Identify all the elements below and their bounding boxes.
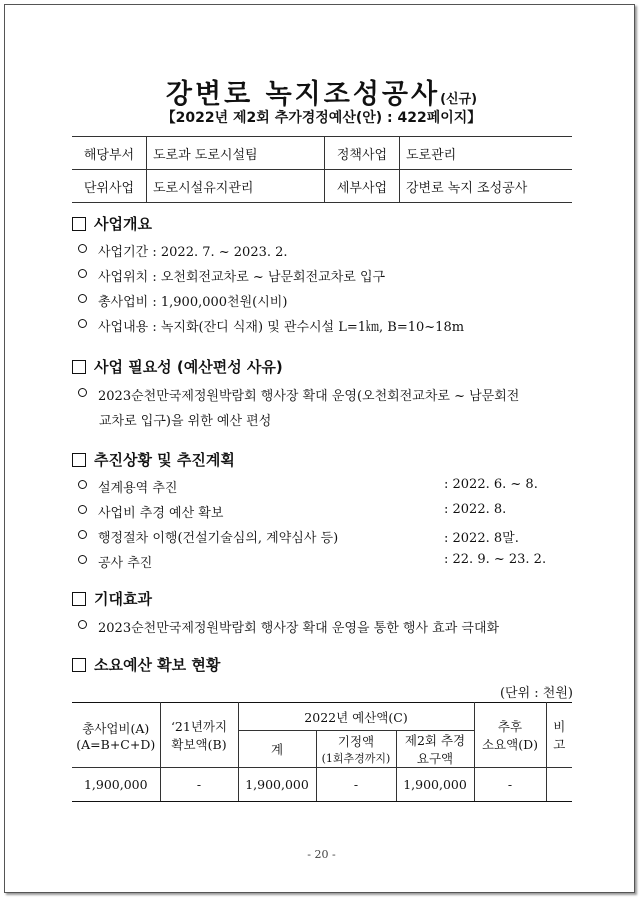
header-future	[474, 703, 546, 768]
overview-item	[78, 241, 288, 260]
overview-item-text: 총사업비 : 1,900,000천원(시비)	[98, 295, 288, 310]
dept-value: 도로과 도로시설팀	[147, 137, 325, 170]
header-request-line2: 요구액	[416, 751, 454, 766]
cell-prior: -	[160, 768, 238, 802]
effect-item	[78, 617, 499, 636]
header-existing-line2: (1회추경까지)	[321, 752, 391, 765]
checkbox-square-icon	[72, 658, 86, 672]
info-table	[72, 136, 572, 203]
header-total-line2: (A=B+C+D)	[76, 736, 156, 752]
detail-label: 세부사업	[325, 170, 400, 203]
page-subtitle: 【2022년 제2회 추가경정예산(안) : 422페이지】	[161, 110, 482, 126]
checkbox-square-icon	[72, 453, 86, 467]
section-heading-text: 사업개요	[94, 215, 152, 233]
section-necessity-heading	[72, 356, 283, 377]
cell-future: -	[474, 768, 546, 802]
overview-item	[78, 266, 385, 285]
bullet-circle-icon	[78, 530, 87, 539]
cell-remark	[546, 768, 572, 802]
overview-item-text: 사업기간 : 2022. 7. ~ 2023. 2.	[98, 245, 288, 260]
title-text: 강변로 녹지조성공사	[165, 79, 441, 110]
header-future-line1: 추후	[497, 719, 523, 734]
section-heading-text: 사업 필요성 (예산편성 사유)	[94, 358, 283, 376]
header-request-line1: 제2회 추경	[404, 733, 466, 748]
page-title	[0, 72, 643, 111]
policy-label: 정책사업	[325, 137, 400, 170]
bullet-circle-icon	[78, 244, 87, 253]
info-row	[72, 170, 572, 203]
unit-value: 도로시설유지관리	[147, 170, 325, 203]
bullet-circle-icon	[78, 294, 87, 303]
header-remark	[546, 703, 572, 768]
header-2022: 2022년 예산액(C)	[238, 703, 474, 731]
header-existing	[316, 731, 396, 768]
necessity-line-2: 교차로 입구)을 위한 예산 편성	[99, 414, 272, 429]
section-overview-heading	[72, 213, 152, 234]
bullet-circle-icon	[78, 480, 87, 489]
header-prior-line2: 확보액(B)	[171, 737, 227, 752]
section-heading-text: 소요예산 확보 현황	[94, 656, 221, 674]
bullet-circle-icon	[78, 620, 87, 629]
progress-item-text: 사업비 추경 예산 확보	[98, 506, 224, 521]
budget-unit: (단위 : 천원)	[499, 686, 573, 701]
necessity-item	[78, 385, 519, 404]
progress-item-date: : 2022. 8.	[444, 502, 507, 517]
detail-value: 강변로 녹지 조성공사	[400, 170, 573, 203]
dept-label: 해당부서	[72, 137, 147, 170]
header-total-line1: 총사업비(A)	[82, 720, 150, 736]
header-total	[72, 703, 160, 768]
bullet-circle-icon	[78, 269, 87, 278]
progress-item-text: 공사 추진	[98, 556, 153, 571]
progress-item-text: 행정절차 이행(건설기술심의, 계약심사 등)	[98, 531, 339, 546]
header-prior	[160, 703, 238, 768]
page-number: - 20 -	[307, 848, 336, 861]
bullet-circle-icon	[78, 319, 87, 328]
effect-item-text: 2023순천만국제정원박람회 행사장 확대 운영을 통한 행사 효과 극대화	[98, 621, 500, 636]
header-remark-line2: 고	[553, 737, 566, 752]
section-heading-text: 추진상황 및 추진계획	[94, 451, 235, 469]
checkbox-square-icon	[72, 592, 86, 606]
title-suffix: (신규)	[440, 92, 478, 107]
cell-request: 1,900,000	[396, 768, 474, 802]
cell-sum: 1,900,000	[238, 768, 316, 802]
header-remark-line1: 비	[553, 719, 566, 734]
overview-item	[78, 291, 287, 310]
overview-item	[78, 316, 464, 335]
header-sum: 계	[238, 731, 316, 768]
header-prior-line1: ‘21년까지	[170, 719, 228, 734]
section-budget-heading	[72, 654, 220, 675]
progress-item-text: 설계용역 추진	[98, 481, 178, 496]
bullet-circle-icon	[78, 505, 87, 514]
budget-data-row	[72, 768, 572, 802]
progress-item-date: : 2022. 6. ~ 8.	[444, 477, 538, 492]
progress-item-date: : 22. 9. ~ 23. 2.	[444, 552, 547, 567]
bullet-circle-icon	[78, 388, 87, 397]
bullet-circle-icon	[78, 555, 87, 564]
budget-header-row	[72, 703, 572, 731]
checkbox-square-icon	[72, 217, 86, 231]
header-future-line2: 소요액(D)	[481, 737, 538, 752]
progress-item	[78, 527, 338, 546]
overview-item-text: 사업위치 : 오천회전교차로 ~ 남문회전교차로 입구	[98, 270, 386, 285]
overview-item-text: 사업내용 : 녹지화(잔디 식재) 및 관수시설 L=1㎞, B=10~18m	[98, 320, 465, 335]
cell-total: 1,900,000	[72, 768, 160, 802]
section-heading-text: 기대효과	[94, 590, 152, 608]
progress-item	[78, 502, 223, 521]
budget-table	[72, 702, 572, 802]
cell-existing: -	[316, 768, 396, 802]
progress-item	[78, 552, 152, 571]
checkbox-square-icon	[72, 360, 86, 374]
unit-label: 단위사업	[72, 170, 147, 203]
section-effect-heading	[72, 588, 152, 609]
progress-item	[78, 477, 177, 496]
policy-value: 도로관리	[400, 137, 573, 170]
necessity-line-1: 2023순천만국제정원박람회 행사장 확대 운영(오천회전교차로 ~ 남문회전	[98, 389, 520, 404]
progress-item-date: : 2022. 8말.	[444, 531, 519, 546]
info-row	[72, 137, 572, 170]
header-request	[396, 731, 474, 768]
section-progress-heading	[72, 449, 235, 470]
header-existing-line1: 기정액	[337, 734, 375, 749]
